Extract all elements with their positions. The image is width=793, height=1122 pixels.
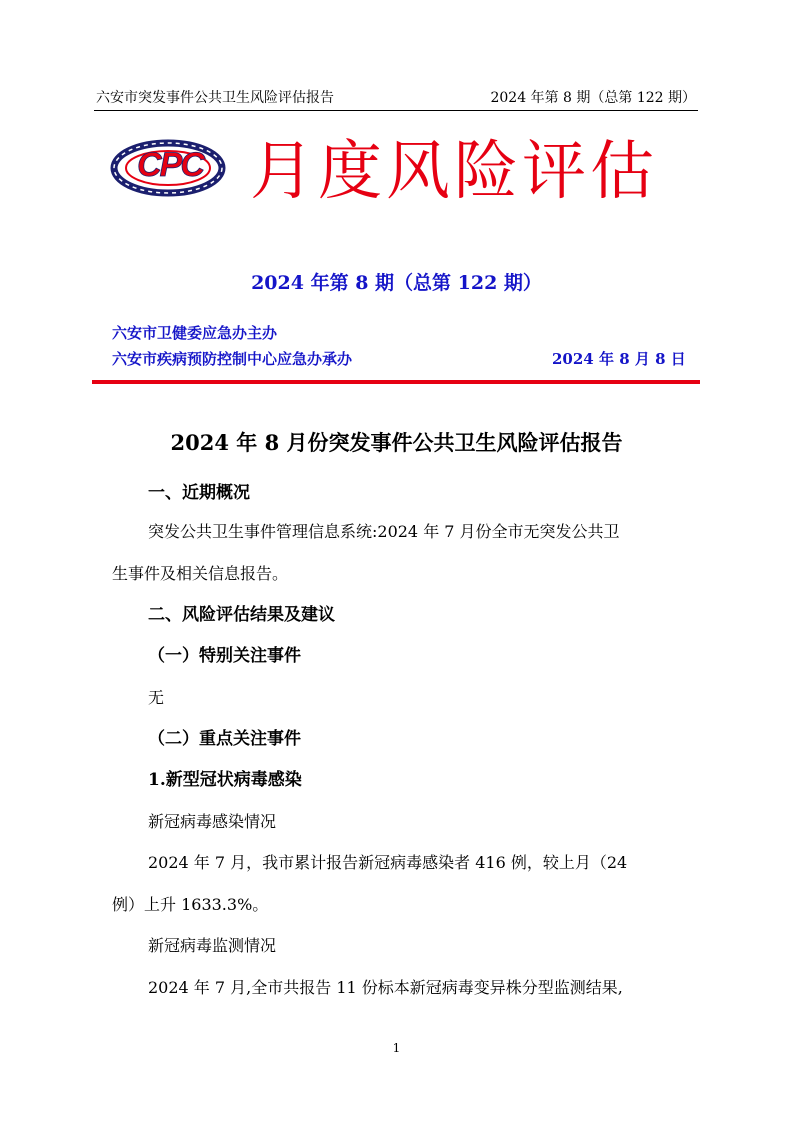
section-heading-risk-assessment: 二、风险评估结果及建议 bbox=[148, 605, 335, 625]
report-title: 2024 年 8 月份突发事件公共卫生风险评估报告 bbox=[170, 430, 623, 455]
issue-date: 2024 年 8 月 8 日 bbox=[552, 350, 686, 368]
running-header-issue: 2024 年第 8 期（总第 122 期） bbox=[490, 90, 696, 106]
subsection-heading-special-attention: （一）特别关注事件 bbox=[148, 646, 301, 666]
item-heading-covid: 1.新型冠状病毒感染 bbox=[148, 770, 302, 790]
special-attention-text: 无 bbox=[148, 688, 165, 707]
cdc-logo-icon bbox=[108, 130, 236, 202]
running-header bbox=[96, 88, 696, 110]
running-header-title: 六安市突发事件公共卫生风险评估报告 bbox=[96, 90, 334, 106]
sponsor-organizer: 六安市卫健委应急办主办 bbox=[112, 324, 278, 342]
header-divider bbox=[94, 110, 698, 111]
covid-infection-paragraph-line-1: 2024 年 7 月，我市累计报告新冠病毒感染者 416 例，较上月（24 bbox=[148, 853, 628, 872]
section-heading-overview: 一、近期概况 bbox=[148, 483, 250, 503]
logo-lettering: CPC bbox=[137, 146, 203, 184]
masthead-red-rule bbox=[92, 380, 700, 384]
masthead-title: 月度风险评估 bbox=[250, 135, 658, 209]
masthead-issue: 2024 年第 8 期（总第 122 期） bbox=[251, 272, 542, 294]
covid-monitoring-label: 新冠病毒监测情况 bbox=[148, 936, 277, 955]
overview-paragraph-line-2: 生事件及相关信息报告。 bbox=[112, 564, 289, 583]
covid-monitoring-paragraph-line-1: 2024 年 7 月,全市共报告 11 份标本新冠病毒变异株分型监测结果, bbox=[148, 978, 623, 997]
covid-infection-paragraph-line-2: 例）上升 1633.3%。 bbox=[112, 895, 269, 914]
overview-paragraph-line-1: 突发公共卫生事件管理信息系统:2024 年 7 月份全市无突发公共卫 bbox=[148, 522, 620, 541]
subsection-heading-key-attention: （二）重点关注事件 bbox=[148, 729, 301, 749]
covid-infection-label: 新冠病毒感染情况 bbox=[148, 812, 277, 831]
page-number: 1 bbox=[392, 1041, 401, 1055]
sponsor-undertaker: 六安市疾病预防控制中心应急办承办 bbox=[112, 350, 353, 368]
